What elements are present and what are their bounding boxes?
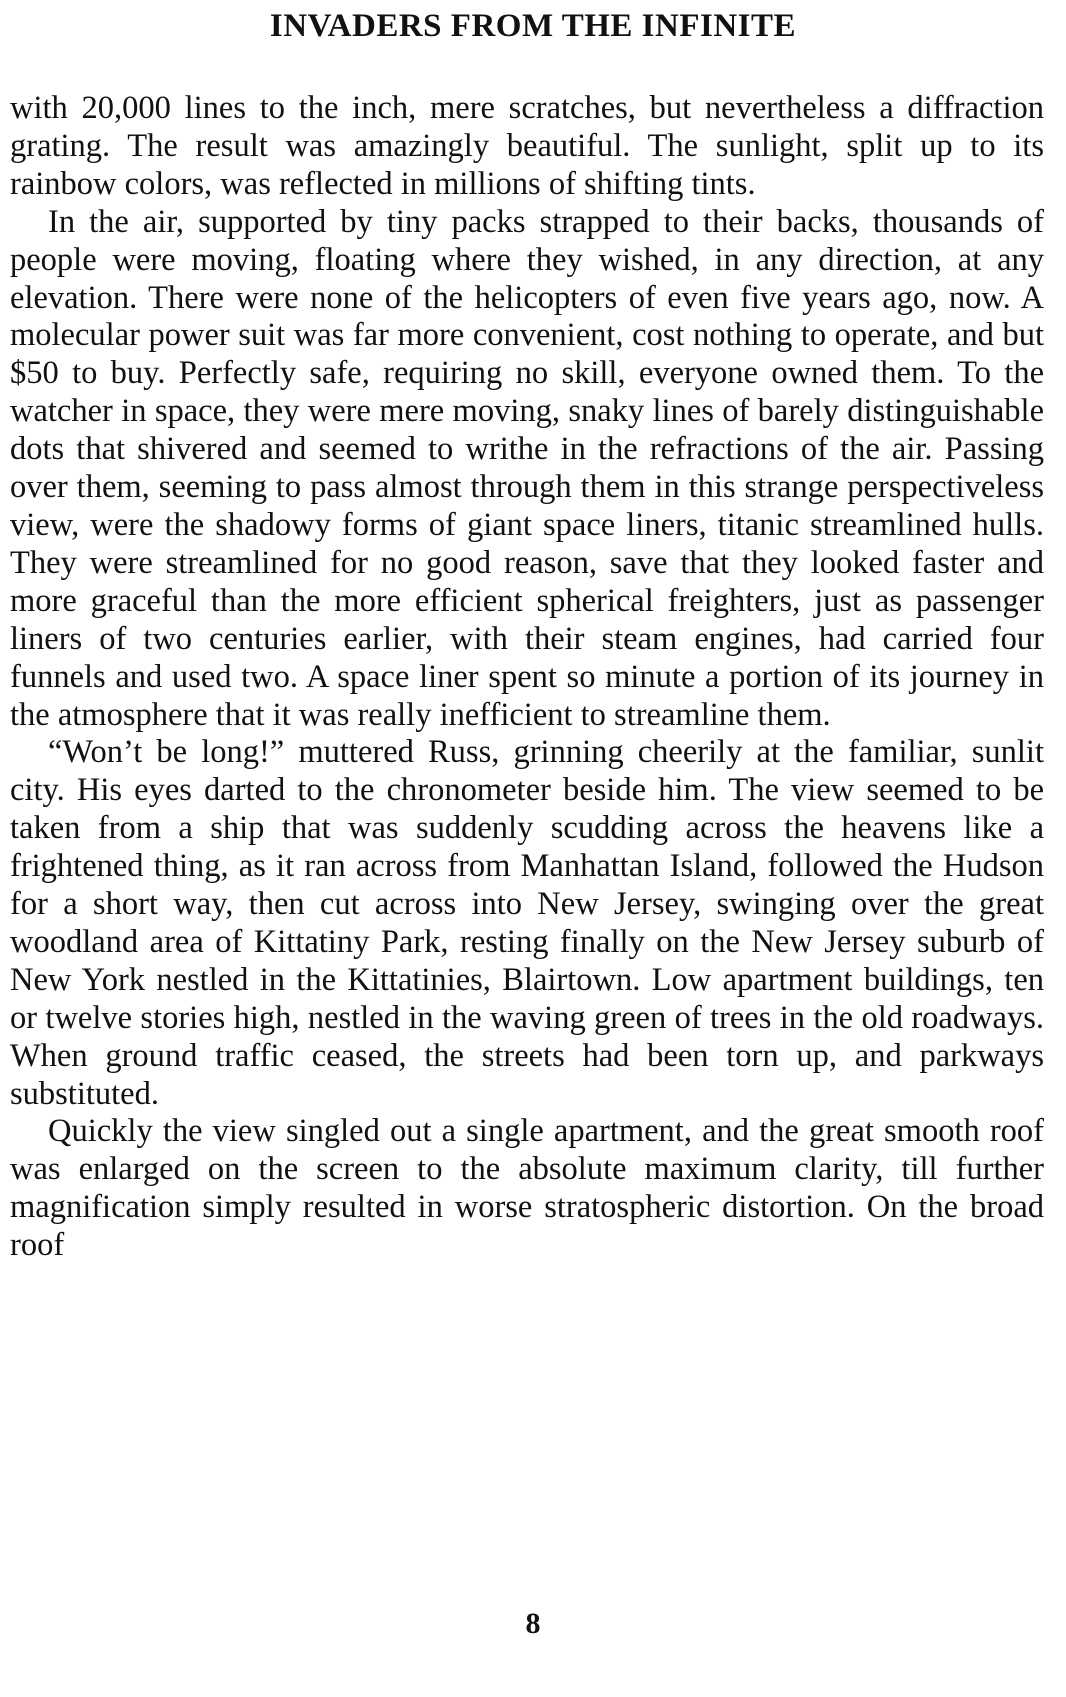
running-head: INVADERS FROM THE INFINITE [269, 8, 797, 44]
page-number: 8 [525, 1607, 541, 1640]
paragraph-apartment-roof: Quickly the view singled out a single apartment, and the great smooth roof was enlarged on the screen to the absolute maximum clarity, till further magnification simply resulted in worse stratospheric distortion. On the broad roof [10, 1113, 1044, 1264]
paragraph-russ-view: “Won’t be long!” muttered Russ, grinning cheerily at the familiar, sunlit city. His eyes darted to the chronometer beside him. The view seemed to be taken from a ship that was suddenly scudding across the heavens like a frightened thing, as it ran across from Manhattan Island, followed the Hudson for a short way, then cut across into New Jersey, swinging over the great woodland area of Kittatiny Park, resting finally on the New Jersey suburb of New York nestled in the Kittatinies, Blairtown. Low apartment buildings, ten or twelve stories high, nestled in the waving green of trees in the old roadways. When ground traffic ceased, the streets had been torn up, and parkways substituted. [10, 734, 1044, 1112]
body-text [10, 90, 1044, 1265]
paragraph-air-traffic: In the air, supported by tiny packs strapped to their backs, thousands of people were moving, floating where they wished, in any direction, at any elevation. There were none of the helicopters of even five years ago, now. A molecular power suit was far more convenient, cost nothing to operate, and but $50 to buy. Perfectly safe, requiring no skill, everyone owned them. To the watcher in space, they were mere moving, snaky lines of barely distinguishable dots that shivered and seemed to writhe in the refractions of the air. Passing over them, seeming to pass almost through them in this strange perspectiveless view, were the shadowy forms of giant space liners, titanic streamlined hulls. They were streamlined for no good reason, save that they looked faster and more graceful than the more efficient spherical freighters, just as passenger liners of two centuries earlier, with their steam engines, had carried four funnels and used two. A space liner spent so minute a portion of its journey in the atmosphere that it was really inefficient to streamline them. [10, 203, 1044, 733]
paragraph-continuation: with 20,000 lines to the inch, mere scratches, but nevertheless a diffraction grating. The result was amazingly beautiful. The sunlight, split up to its rainbow colors, was reflected in millions of shifting tints. [10, 90, 1044, 202]
